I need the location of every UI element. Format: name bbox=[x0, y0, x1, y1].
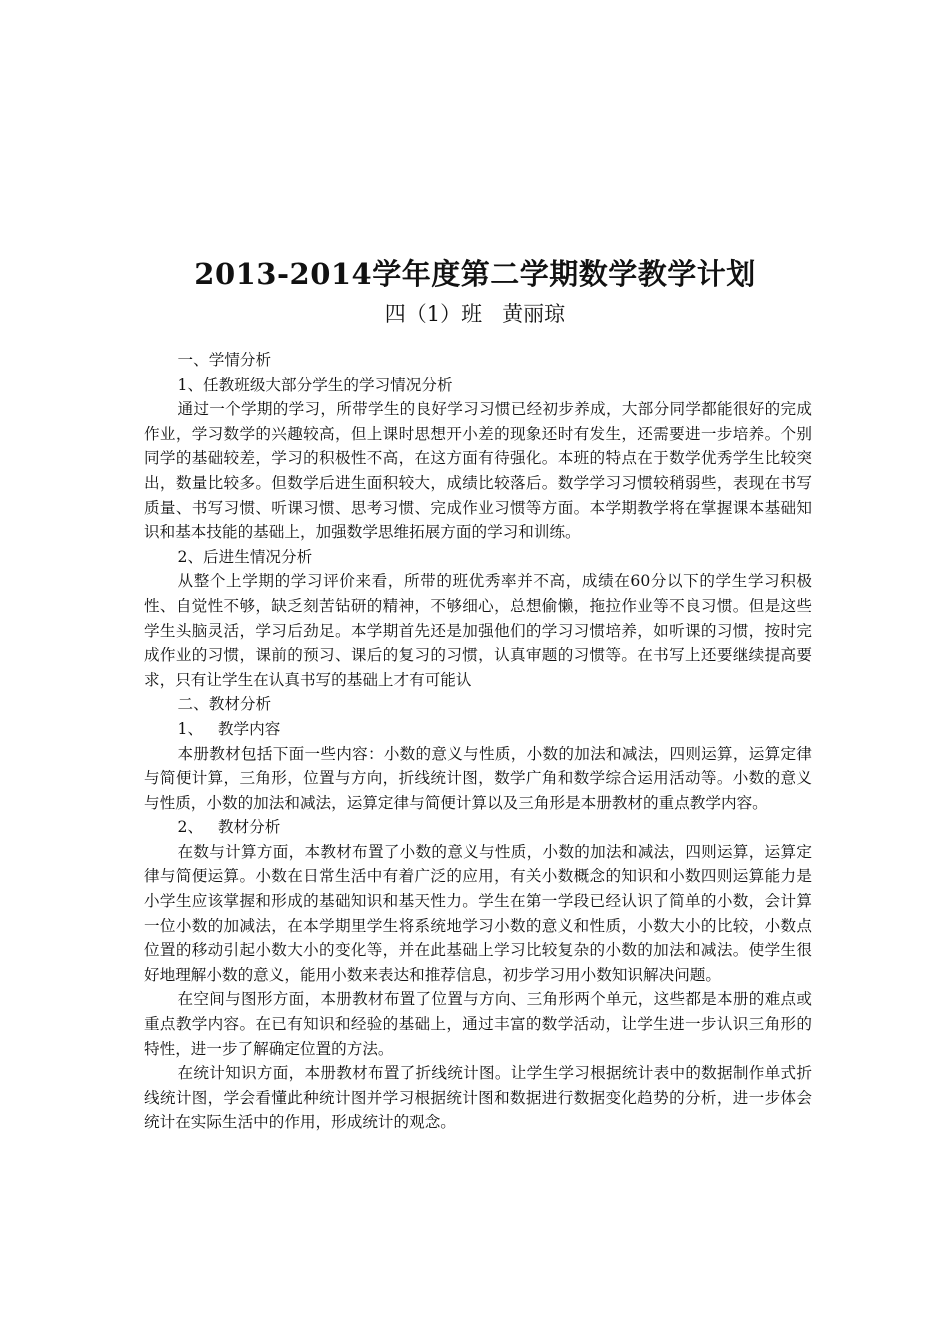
document-title: 2013-2014学年度第二学期数学教学计划 bbox=[194, 257, 756, 291]
subsection-heading-class-learning: 1、任教班级大部分学生的学习情况分析 bbox=[177, 375, 453, 394]
paragraph-struggling-students: 从整个上学期的学习评价来看，所带的班优秀率并不高，成绩在60分以下的学生学习积极性、自觉性不够，缺乏刻苦钻研的精神，不够细心，总想偷懒，拖拉作业等不良习惯。但是这些学生头脑灵活，学习后劲足。本学期首先还是加强他们的学习习惯培养，如听课的习惯，按时完成作业的习惯，课前的预习、课后的复习的习惯，认真审题的习惯等。在书写上还要继续提高要求，只有让学生在认真书写的基础上才有可能认 bbox=[144, 572, 812, 689]
section-heading-student-analysis: 一、学情分析 bbox=[177, 351, 272, 369]
paragraph-teaching-content: 本册教材包括下面一些内容：小数的意义与性质，小数的加法和减法，四则运算，运算定律与简便计算，三角形，位置与方向，折线统计图，数学广角和数学综合运用活动等。小数的意义与性质，小数的加法和减法，运算定律与简便计算以及三角形是本册教材的重点教学内容。 bbox=[144, 744, 812, 812]
paragraph-space-geometry: 在空间与图形方面，本册教材布置了位置与方向、三角形两个单元，这些都是本册的难点或重点教学内容。在已有知识和经验的基础上，通过丰富的数学活动，让学生进一步认识三角形的特性，进一步了解确定位置的方法。 bbox=[144, 990, 812, 1058]
document-body bbox=[144, 348, 812, 1135]
subsection-heading-textbook-analysis: 2、 教材分析 bbox=[177, 818, 281, 837]
paragraph-class-learning: 通过一个学期的学习，所带学生的良好学习习惯已经初步养成，大部分同学都能很好的完成作业，学习数学的兴趣较高，但上课时思想开小差的现象还时有发生，还需要进一步培养。个别同学的基础较差，学习的积极性不高，在这方面有待强化。本班的特点在于数学优秀学生比较突出，数量比较多。但数学后进生面积较大，成绩比较落后。数学学习习惯较稍弱些，表现在书写质量、书写习惯、听课习惯、思考习惯、完成作业习惯等方面。本学期教学将在掌握课本基础知识和基本技能的基础上，加强数学思维拓展方面的学习和训练。 bbox=[144, 400, 812, 542]
section-heading-textbook-analysis: 二、教材分析 bbox=[177, 695, 272, 714]
subsection-heading-struggling-students: 2、后进生情况分析 bbox=[177, 547, 313, 566]
subsection-heading-teaching-content: 1、 教学内容 bbox=[177, 719, 281, 738]
document-subtitle: 四（1）班 黄丽琼 bbox=[384, 302, 566, 326]
paragraph-statistics: 在统计知识方面，本册教材布置了折线统计图。让学生学习根据统计表中的数据制作单式折线统计图，学会看懂此种统计图并学习根据统计图和数据进行数据变化趋势的分析，进一步体会统计在实际生活中的作用，形成统计的观念。 bbox=[144, 1064, 812, 1132]
paragraph-number-computation: 在数与计算方面，本教材布置了小数的意义与性质，小数的加法和减法，四则运算，运算定律与简便运算。小数在日常生活中有着广泛的应用，有关小数概念的知识和小数四则运算能力是小学生应该掌握和形成的基础知识和基天性力。学生在第一学段已经认识了简单的小数，会计算一位小数的加减法，在本学期里学生将系统地学习小数的意义和性质，小数大小的比较，小数点位置的移动引起小数大小的变化等，并在此基础上学习比较复杂的小数的加法和减法。使学生很好地理解小数的意义，能用小数来表达和推荐信息，初步学习用小数知识解决问题。 bbox=[144, 842, 812, 984]
